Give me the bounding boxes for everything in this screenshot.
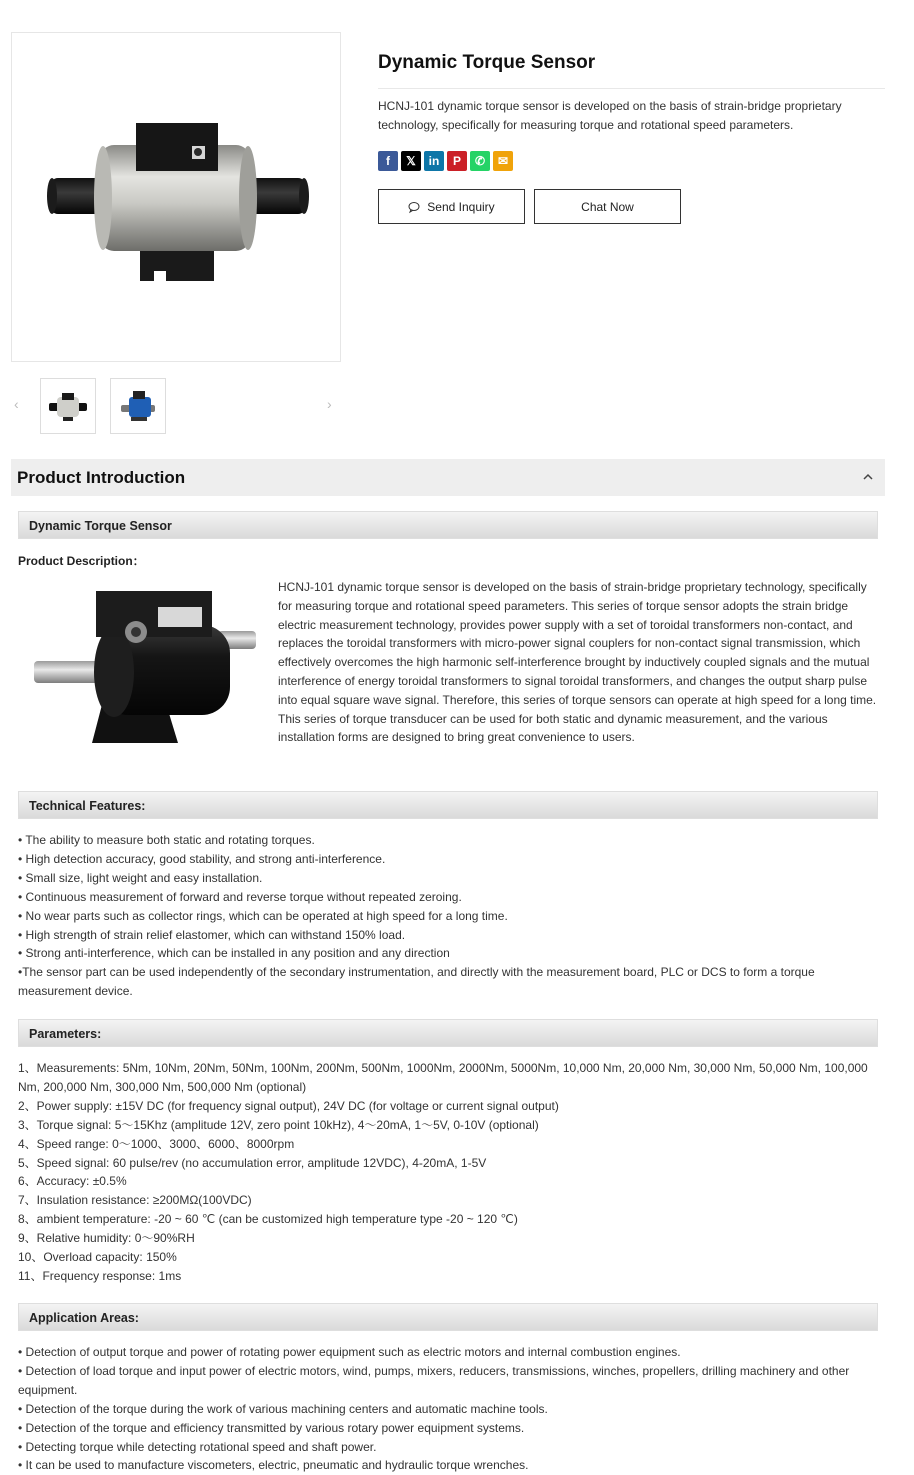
list-item: 8、ambient temperature: -20 ~ 60 ℃ (can be customized high temperature type -20 ~ 120 ℃) — [18, 1212, 518, 1227]
list-item: • Strong anti-interference, which can be installed in any position and any direction — [18, 946, 450, 961]
thumbnail-gallery — [11, 378, 341, 434]
list-item: 4、Speed range: 0～1000、3000、6000、8000rpm — [18, 1136, 295, 1151]
list-item: 7、Insulation resistance: ≥200MΩ(100VDC) — [18, 1193, 252, 1208]
torque-sensor-black-illustration — [28, 577, 264, 749]
thumbnail-1[interactable] — [40, 378, 96, 434]
facebook-icon[interactable]: f — [378, 151, 398, 171]
product-introduction-title: Product Introduction — [17, 468, 186, 487]
description-paragraph-1: HCNJ-101 dynamic torque sensor is developed on the basis of strain-bridge proprietary technology, specifically for measuring torque and rotational speed parameters. This series of torque sensor adopts the strain bridge electric measurement technology, provides power supply with a set of toroidal transformers non-contact, and replaces the toroidal transformers with micro-power signal couplers for non-contact signal transmission, which effectively overcomes the high harmonic self-interference brought by inductively coupled signals and the mutual interference of energy toroidal transformers to signal toroidal transformers, and changes the output sharp pulse into equal square wave signal. Therefore, this series of torque sensors can operate at high speed for a long time. — [278, 580, 877, 707]
product-detail-image — [28, 577, 264, 749]
title-divider — [378, 88, 885, 89]
x-twitter-icon[interactable]: 𝕏 — [401, 151, 421, 171]
email-icon[interactable]: ✉ — [493, 151, 513, 171]
list-item: 11、Frequency response: 1ms — [18, 1268, 182, 1283]
whatsapp-icon[interactable]: ✆ — [470, 151, 490, 171]
list-item: • Small size, light weight and easy installation. — [18, 870, 263, 885]
torque-sensor-illustration — [12, 33, 340, 361]
send-inquiry-button[interactable] — [378, 189, 525, 224]
section-dynamic-torque-sensor — [18, 511, 878, 539]
description-paragraph-2: This series of torque transducer can be used for both static and dynamic measurement, and the various installation forms are designed to bring great convenience to users. — [278, 711, 828, 745]
list-item: • Detecting torque while detecting rotational speed and shaft power. — [18, 1439, 377, 1454]
main-product-image[interactable] — [11, 32, 341, 362]
chat-bubble-icon — [408, 201, 420, 213]
product-description-label: Product Description： — [18, 554, 145, 568]
product-title: Dynamic Torque Sensor — [378, 52, 596, 73]
send-inquiry-label: Send Inquiry — [427, 199, 495, 214]
application-areas-title: Application Areas: — [29, 1311, 139, 1325]
gallery-prev-icon[interactable]: ‹ — [14, 396, 19, 412]
chevron-up-icon[interactable] — [862, 471, 874, 483]
list-item: 2、Power supply: ±15V DC (for frequency signal output), 24V DC (for voltage or current signal output) — [18, 1098, 559, 1113]
list-item: • Detection of load torque and input power of electric motors, wind, pumps, mixers, reducers, transmissions, winches, propellers, drilling machinery and other equipment. — [18, 1363, 850, 1397]
section-parameters — [18, 1019, 878, 1047]
technical-features-list — [18, 831, 888, 1001]
list-item: 6、Accuracy: ±0.5% — [18, 1174, 127, 1189]
product-description — [278, 578, 878, 747]
list-item: • Continuous measurement of forward and reverse torque without repeated zeroing. — [18, 889, 462, 904]
list-item: • No wear parts such as collector rings, which can be operated at high speed for a long time. — [18, 908, 508, 923]
parameters-list — [18, 1059, 888, 1286]
list-item: • Detection of the torque and efficiency transmitted by various rotary power equipment systems. — [18, 1420, 525, 1435]
list-item: 10、Overload capacity: 150% — [18, 1250, 177, 1265]
gallery-next-icon[interactable]: › — [327, 396, 332, 412]
list-item: • The ability to measure both static and rotating torques. — [18, 833, 315, 847]
list-item: • It can be used to manufacture viscometers, electric, pneumatic and hydraulic torque wrenches. — [18, 1458, 529, 1473]
parameters-title: Parameters: — [29, 1027, 102, 1041]
linkedin-icon[interactable]: in — [424, 151, 444, 171]
list-item: 5、Speed signal: 60 pulse/rev (no accumulation error, amplitude 12VDC), 4-20mA, 1-5V — [18, 1155, 487, 1170]
technical-features-title: Technical Features: — [29, 799, 146, 813]
list-item: 9、Relative humidity: 0～90%RH — [18, 1231, 195, 1246]
pinterest-icon[interactable]: P — [447, 151, 467, 171]
share-bar — [378, 151, 513, 171]
chat-now-label: Chat Now — [581, 199, 634, 214]
list-item: • Detection of output torque and power of rotating power equipment such as electric motors and internal combustion engines. — [18, 1345, 681, 1359]
list-item: 1、Measurements: 5Nm, 10Nm, 20Nm, 50Nm, 100Nm, 200Nm, 500Nm, 1000Nm, 2000Nm, 5000Nm, 10,000 Nm, 20,000 Nm, 30,000 Nm, 50,000 Nm, 100,000 Nm, 200,000 Nm, 300,000 Nm, 500,000 Nm (optional) — [18, 1061, 868, 1094]
product-introduction-header[interactable] — [11, 459, 885, 496]
thumbnail-1-image — [41, 379, 95, 433]
thumbnail-2-image — [111, 379, 165, 433]
chat-now-button[interactable] — [534, 189, 681, 224]
application-areas-list — [18, 1343, 898, 1475]
list-item: • High detection accuracy, good stability, and strong anti-interference. — [18, 851, 386, 866]
list-item: • Detection of the torque during the work of various machining centers and automatic machine tools. — [18, 1401, 548, 1416]
thumbnail-2[interactable] — [110, 378, 166, 434]
list-item: • High strength of strain relief elastomer, which can withstand 150% load. — [18, 927, 406, 942]
section-title: Dynamic Torque Sensor — [29, 519, 172, 533]
section-application-areas — [18, 1303, 878, 1331]
list-item: 3、Torque signal: 5～15Khz (amplitude 12V, zero point 10kHz), 4～20mA, 1～5V, 0-10V (optional) — [18, 1117, 539, 1132]
section-technical-features — [18, 791, 878, 819]
list-item: •The sensor part can be used independently of the secondary instrumentation, and directly with the measurement board, PLC or DCS to form a torque measurement device. — [18, 965, 815, 999]
product-summary: HCNJ-101 dynamic torque sensor is developed on the basis of strain-bridge proprietary technology, specifically for measuring torque and rotational speed parameters. — [378, 99, 842, 132]
